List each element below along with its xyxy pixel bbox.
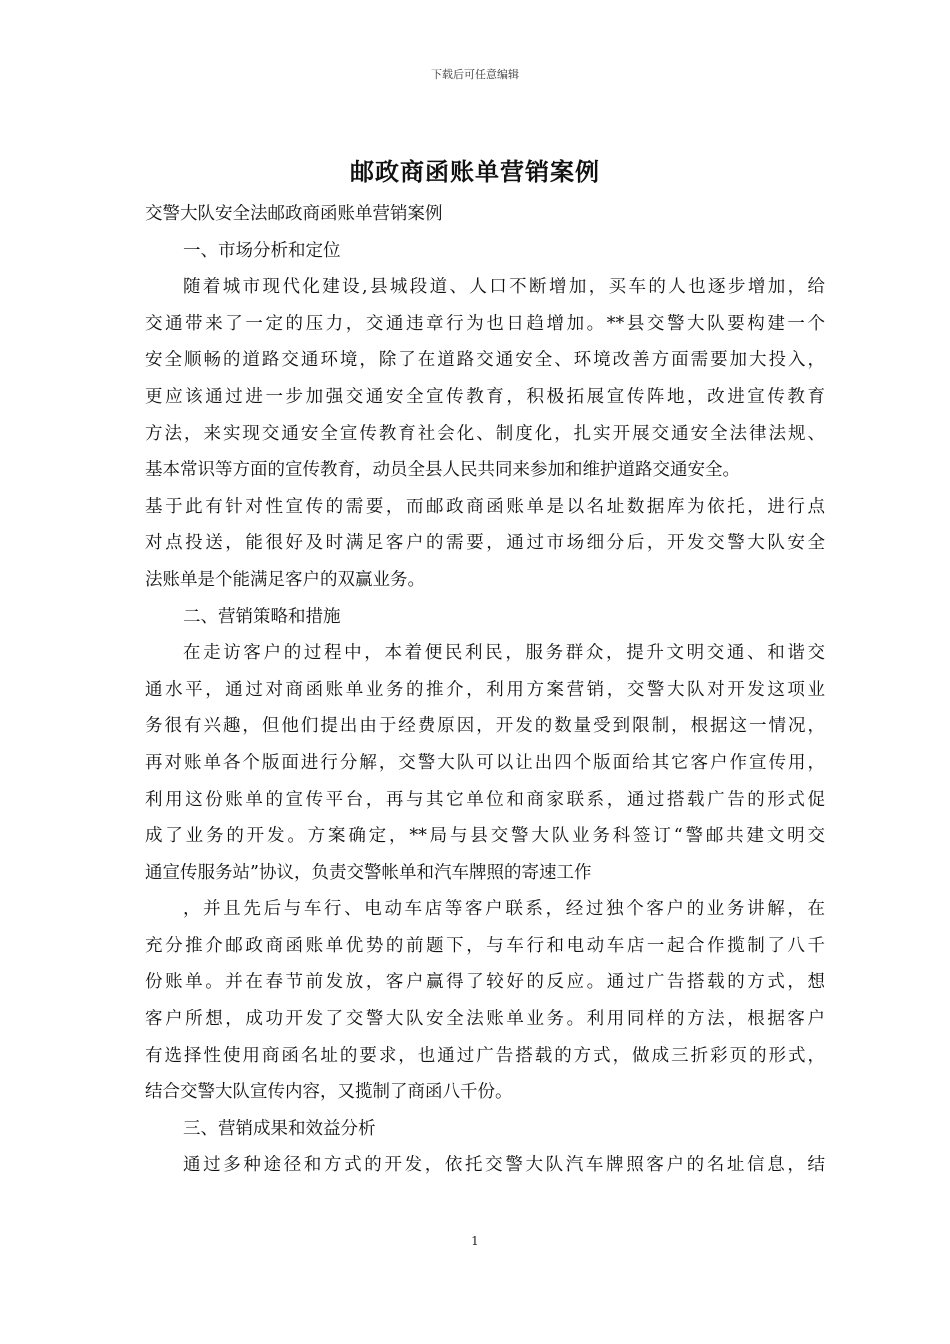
- section-heading-3: [145, 1111, 825, 1148]
- document-body: [145, 196, 825, 1184]
- paragraph-line: 方法，来实现交通安全宣传教育社会化、制度化，扎实开展交通安全法律法规、: [145, 423, 825, 444]
- paragraph-line: 结合交警大队宣传内容，又揽制了商函八千份。: [145, 1082, 513, 1103]
- paragraph-line: 份账单。并在春节前发放，客户赢得了较好的反应。通过广告搭载的方式，想: [145, 972, 825, 993]
- paragraph-line: 利用这份账单的宣传平台，再与其它单位和商家联系，通过搭载广告的形式促: [145, 789, 825, 810]
- paragraph-line: 更应该通过进一步加强交通安全宣传教育，积极拓展宣传阵地，改进宣传教育: [145, 386, 825, 407]
- paragraph-line: 基本常识等方面的宣传教育，动员全县人民共同来参加和维护道路交通安全。: [145, 460, 740, 481]
- page-number: 1: [471, 1234, 479, 1248]
- paragraph-line: 充分推介邮政商函账单优势的前题下，与车行和电动车店一起合作揽制了八千: [145, 935, 825, 956]
- section-2-heading: 二、营销策略和措施: [183, 606, 341, 627]
- subtitle-line: [145, 196, 825, 233]
- paragraph-line: 对点投送，能很好及时满足客户的需要，通过市场细分后，开发交警大队安全: [145, 533, 825, 554]
- section-3-paragraph: [145, 1147, 825, 1184]
- paragraph-line: 交通带来了一定的压力，交通违章行为也日趋增加。**县交警大队要构建一个: [145, 313, 825, 334]
- section-1-heading: 一、市场分析和定位: [183, 240, 341, 261]
- paragraph-line: 再对账单各个版面进行分解，交警大队可以让出四个版面给其它客户作宣传用，: [145, 752, 825, 773]
- section-2-paragraph-1: [145, 635, 825, 891]
- paragraph-line: 安全顺畅的道路交通环境，除了在道路交通安全、环境改善方面需要加大投入，: [145, 350, 825, 371]
- paragraph-line: 有选择性使用商函名址的要求，也通过广告搭载的方式，做成三折彩页的形式，: [145, 1045, 825, 1066]
- section-heading-2: [145, 599, 825, 636]
- section-3-heading: 三、营销成果和效益分析: [183, 1118, 376, 1139]
- paragraph-line: 成了业务的开发。方案确定，**局与县交警大队业务科签订“警邮共建文明交: [145, 826, 825, 847]
- paragraph-line: 随着城市现代化建设,县城段道、人口不断增加，买车的人也逐步增加，给: [183, 277, 825, 298]
- section-1-paragraph: [145, 269, 825, 598]
- paragraph-line: 通宣传服务站”协议，负责交警帐单和汽车牌照的寄速工作: [145, 862, 592, 883]
- subtitle: 交警大队安全法邮政商函账单营销案例: [145, 204, 443, 224]
- section-heading-1: [145, 233, 825, 270]
- header-note: 下载后可任意编辑: [431, 68, 519, 81]
- paragraph-line: 通水平，通过对商函账单业务的推介，利用方案营销，交警大队对开发这项业: [145, 679, 825, 700]
- document-title: 邮政商函账单营销案例: [350, 157, 600, 186]
- paragraph-line: 务很有兴趣，但他们提出由于经费原因，开发的数量受到限制，根据这一情况，: [145, 716, 825, 737]
- paragraph-line: 通过多种途径和方式的开发，依托交警大队汽车牌照客户的名址信息，结: [183, 1155, 825, 1176]
- paragraph-line: 在走访客户的过程中，本着便民利民，服务群众，提升文明交通、和谐交: [183, 643, 825, 664]
- paragraph-line: 法账单是个能满足客户的双赢业务。: [145, 569, 425, 590]
- section-2-paragraph-2: [145, 891, 825, 1111]
- paragraph-line: 基于此有针对性宣传的需要，而邮政商函账单是以名址数据库为依托，进行点: [145, 496, 825, 517]
- paragraph-line: ，并且先后与车行、电动车店等客户联系，经过独个客户的业务讲解，在: [183, 899, 825, 920]
- paragraph-line: 客户所想，成功开发了交警大队安全法账单业务。利用同样的方法，根据客户: [145, 1009, 825, 1030]
